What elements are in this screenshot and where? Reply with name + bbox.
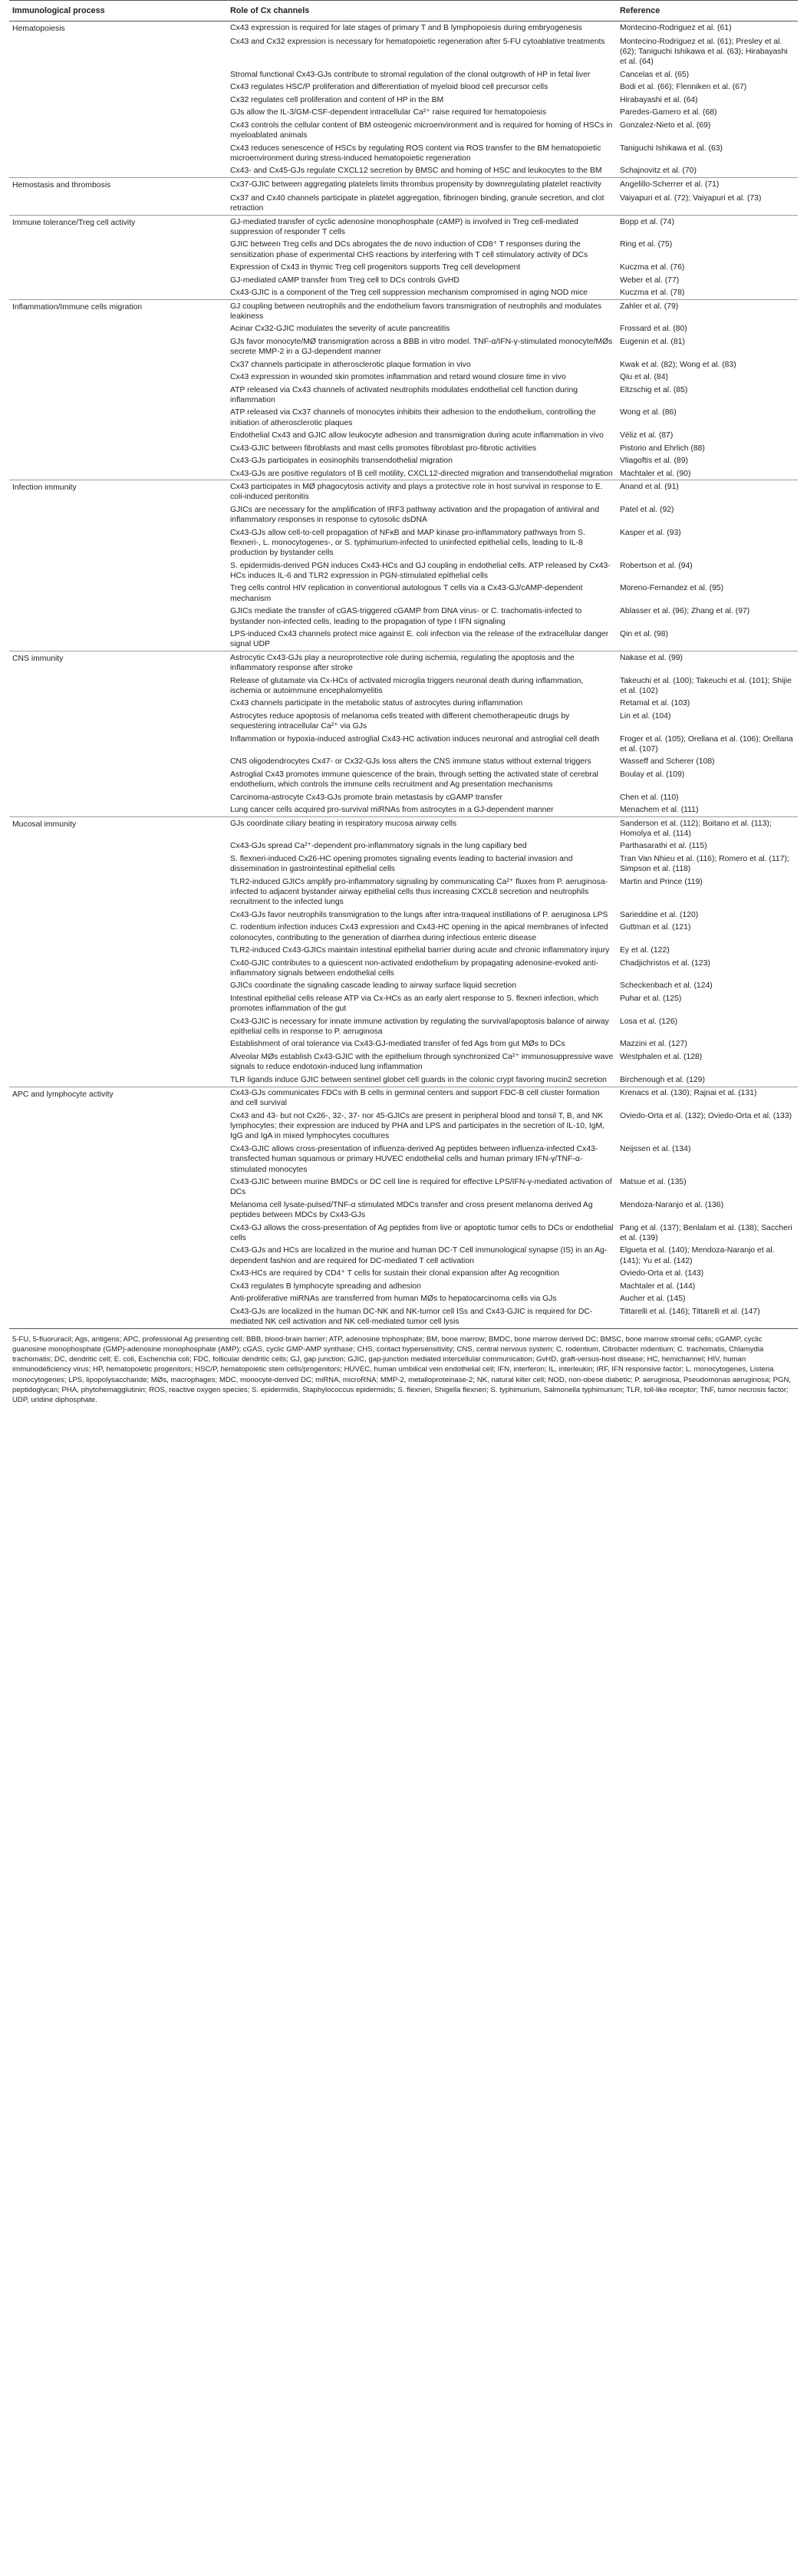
process-cell-empty <box>9 628 227 651</box>
process-cell-empty <box>9 605 227 628</box>
table-row <box>9 261 798 273</box>
process-cell-empty <box>9 1268 227 1280</box>
reference-cell: Kwak et al. (82); Wong et al. (83) <box>620 360 736 369</box>
process-cell: Mucosal immunity <box>9 817 227 840</box>
role-cell: Astrocytes reduce apoptosis of melanoma cells treated with different chemotherapeutic drugs by sequestering intracellular Ca²⁺ via GJs <box>230 711 570 731</box>
table-row <box>9 1245 798 1268</box>
table-row <box>9 1293 798 1305</box>
role-cell: Cx43-GJIC between fibroblasts and mast cells promotes fibroblast pro-fibrotic activities <box>230 444 537 453</box>
role-cell: Cx43 expression in wounded skin promotes inflammation and retard wound closure time in vivo <box>230 373 566 382</box>
process-cell-empty <box>9 119 227 142</box>
reference-cell: Matsue et al. (135) <box>620 1178 687 1187</box>
table-row <box>9 628 798 651</box>
reference-cell: Tran Van Nhieu et al. (116); Romero et al. (117); Simpson et al. (118) <box>620 854 789 874</box>
reference-cell: Ring et al. (75) <box>620 240 673 249</box>
process-cell-empty <box>9 1143 227 1176</box>
role-cell: TLR2-induced GJICs amplify pro-inflammatory signaling by communicating Ca²⁺ fluxes from P. aeruginosa-infected to adjacent bystander airway epithelial cells thus increasing CXCL8 secretion and neutrophils recruitment to the infected lungs <box>230 877 608 907</box>
reference-cell: Wong et al. (86) <box>620 408 677 417</box>
process-cell: Hematopoiesis <box>12 25 65 34</box>
reference-cell: Nakase et al. (99) <box>617 651 798 675</box>
table-row <box>9 853 798 876</box>
reference-cell: Oviedo-Orta et al. (143) <box>620 1269 704 1278</box>
process-cell-empty <box>9 710 227 733</box>
reference-cell: Bopp et al. (74) <box>617 215 798 238</box>
reference-cell: Machtaler et al. (90) <box>620 469 691 478</box>
process-cell-empty <box>9 559 227 582</box>
role-cell: Cx43 regulates B lymphocyte spreading and adhesion <box>230 1281 421 1291</box>
role-cell: GJICs mediate the transfer of cGAS-triggered cGAMP from DNA virus- or C. trachomatis-infected to bystander non-infected cells, leading to the propagation of type I IFN signaling <box>230 607 582 626</box>
table-row <box>9 710 798 733</box>
table-row <box>9 1051 798 1074</box>
table-row <box>9 1087 798 1110</box>
reference-cell: Martin and Prince (119) <box>620 877 703 886</box>
process-cell-empty <box>9 980 227 992</box>
table-row <box>9 299 798 322</box>
table-row <box>9 119 798 142</box>
table-row <box>9 21 798 35</box>
role-cell: Cx43-GJs and HCs are localized in the murine and human DC-T Cell immunological synapse (IS) in an Ag-dependent fashion and are required for DC-mediated T cell activation <box>230 1246 608 1265</box>
table-row <box>9 1015 798 1038</box>
role-cell: Intestinal epithelial cells release ATP via Cx-HCs as an early alert response to S. flexneri infection, which promotes inflammation of the gut <box>230 994 599 1014</box>
role-cell: Treg cells control HIV replication in conventional autologous T cells via a Cx43-GJ/cAMP-dependent mechanism <box>230 584 583 603</box>
role-cell: S. epidermidis-derived PGN induces Cx43-HCs and GJ coupling in endothelial cells. ATP released by Cx43-HCs induces IL-6 and TLR2 expression in PGN-stimulated epithelial cells <box>230 561 611 580</box>
process-cell-empty <box>9 733 227 756</box>
reference-cell: Montecino-Rodriguez et al. (61); Presley et al. (62); Taniguchi Ishikawa et al. (63); Hirabayashi et al. (64) <box>620 37 788 67</box>
process-cell-empty <box>9 107 227 119</box>
table-row <box>9 944 798 956</box>
table-row <box>9 1143 798 1176</box>
process-cell-empty <box>9 582 227 605</box>
process-cell-empty <box>9 442 227 454</box>
table-row <box>9 1074 798 1087</box>
role-cell: GJICs are necessary for the amplification of IRF3 pathway activation and the propagation of antiviral and inflammatory responses in response to cytosolic dsDNA <box>230 505 600 525</box>
reference-cell: Kuczma et al. (76) <box>620 263 685 272</box>
process-cell-empty <box>9 142 227 165</box>
process-cell-empty <box>9 756 227 768</box>
role-cell: Cx43-GJs are positive regulators of B cell motility, CXCL12-directed migration and transendothelial migration <box>230 469 613 478</box>
process-cell-empty <box>9 1280 227 1292</box>
role-cell: Cx43-GJs communicates FDCs with B cells in germinal centers and support FDC-B cell cluster formation and cell survival <box>227 1087 617 1110</box>
process-cell-empty <box>9 992 227 1015</box>
role-cell: Cx43-GJs favor neutrophils transmigration to the lungs after intra-traqueal instillations of P. aeruginosa LPS <box>230 910 608 919</box>
role-cell: Cx40-GJIC contributes to a quiescent non-activated endothelium by propagating adenosine-evoked anti-inflammatory signals between endothelial cells <box>230 958 598 978</box>
table-row <box>9 804 798 817</box>
role-cell: GJ-mediated transfer of cyclic adenosine monophosphate (cAMP) is involved in Treg cell-mediated suppression of responder T cells <box>227 215 617 238</box>
reference-cell: Takeuchi et al. (100); Takeuchi et al. (101); Shijie et al. (102) <box>620 676 792 695</box>
role-cell: TLR2-induced Cx43-GJICs maintain intestinal epithelial barrier during acute and chronic inflammatory injury <box>230 946 610 955</box>
process-cell-empty <box>9 94 227 106</box>
role-cell: Melanoma cell lysate-pulsed/TNF-α stimulated MDCs transfer and cross present melanoma derived Ag peptides between MDCs by Cx43-GJs <box>230 1200 593 1220</box>
table-row <box>9 454 798 467</box>
table-row <box>9 335 798 358</box>
reference-cell: Tittarelli et al. (146); Tittarelli et al. (147) <box>617 1305 798 1328</box>
process-cell: Hemostasis and thrombosis <box>9 178 227 192</box>
table-row <box>9 1176 798 1199</box>
role-cell: GJs favor monocyte/MØ transmigration across a BBB in vitro model. TNF-α/IFN-γ-stimulated monocyte/MØs secrete MMP-2 in a GJ-dependent manner <box>230 337 613 357</box>
role-cell: Release of glutamate via Cx-HCs of activated microglia triggers neuronal death during inflammation, ischemia or autoimmune encephalomyelitis <box>230 676 584 695</box>
table-row <box>9 957 798 980</box>
process-cell-empty <box>9 922 227 945</box>
reference-cell: Ablasser et al. (96); Zhang et al. (97) <box>620 607 750 616</box>
reference-cell: Chen et al. (110) <box>620 793 679 802</box>
role-cell: GJICs coordinate the signaling cascade leading to airway surface liquid secretion <box>230 981 517 991</box>
table-row <box>9 922 798 945</box>
role-cell: Cx37 channels participate in atherosclerotic plaque formation in vivo <box>230 360 471 369</box>
reference-cell: Sanderson et al. (112); Boitano et al. (113); Homolya et al. (114) <box>617 817 798 840</box>
process-cell-empty <box>9 909 227 921</box>
table-row <box>9 371 798 383</box>
process-cell-empty <box>9 804 227 817</box>
role-cell: Cx43-HCs are required by CD4⁺ T cells for sustain their clonal expansion after Ag recognition <box>230 1269 560 1278</box>
reference-cell: Anand et al. (91) <box>617 480 798 503</box>
role-cell: S. flexneri-induced Cx26-HC opening promotes signaling events leading to bacterial invasion and dissemination in gastrointestinal epithelial cells <box>230 854 573 874</box>
role-cell: TLR ligands induce GJIC between sentinel globet cell guards in the colonic crypt favoring mucin2 secretion <box>230 1075 607 1084</box>
table-row <box>9 582 798 605</box>
role-cell: Acinar Cx32-GJIC modulates the severity of acute pancreatitis <box>230 325 450 334</box>
process-cell-empty <box>9 81 227 94</box>
role-cell: Cx43-GJs spread Ca²⁺-dependent pro-inflammatory signals in the lung capillary bed <box>230 842 527 851</box>
reference-cell: Krenacs et al. (130); Rajnai et al. (131) <box>617 1087 798 1110</box>
role-cell: GJ-mediated cAMP transfer from Treg cell to DCs controls GvHD <box>230 275 459 285</box>
process-cell-empty <box>9 675 227 698</box>
table-row <box>9 1305 798 1328</box>
table-row <box>9 165 798 178</box>
process-cell-empty <box>9 286 227 299</box>
process-cell: Inflammation/Immune cells migration <box>9 299 227 322</box>
role-cell: LPS-induced Cx43 channels protect mice against E. coli infection via the release of the extracellular danger signal UDP <box>230 630 609 649</box>
process-cell: Immune tolerance/Treg cell activity <box>9 215 227 238</box>
role-cell: GJs coordinate ciliary beating in respiratory mucosa airway cells <box>227 817 617 840</box>
process-cell-empty <box>9 1245 227 1268</box>
reference-cell: Eltzschig et al. (85) <box>620 385 688 394</box>
role-cell: Lung cancer cells acquired pro-survival miRNAs from astrocytes in a GJ-dependent manner <box>230 806 554 815</box>
role-cell: Cx43-GJIC is a component of the Treg cell suppression mechanism compromised in aging NOD mice <box>230 289 588 298</box>
table-body <box>9 21 798 1329</box>
role-cell: Cx43 channels participate in the metabolic status of astrocytes during inflammation <box>230 699 523 708</box>
reference-cell: Paredes-Gamero et al. (68) <box>620 108 717 117</box>
role-cell: Inflammation or hypoxia-induced astroglial Cx43-HC activation induces neuronal and astroglial cell death <box>230 734 600 744</box>
reference-cell: Wasseff and Scherer (108) <box>620 757 715 767</box>
table-row <box>9 407 798 430</box>
role-cell: Stromal functional Cx43-GJs contribute to stromal regulation of the clonal outgrowth of HP in fetal liver <box>230 70 591 79</box>
reference-cell: Taniguchi Ishikawa et al. (63) <box>620 143 723 153</box>
process-cell-empty <box>9 526 227 559</box>
process-cell-empty <box>9 853 227 876</box>
reference-cell: Scheckenbach et al. (124) <box>620 981 713 991</box>
reference-cell: Guttman et al. (121) <box>620 923 691 932</box>
process-cell-empty <box>9 698 227 710</box>
reference-cell: Menachem et al. (111) <box>620 806 699 815</box>
table-row <box>9 605 798 628</box>
role-cell: Expression of Cx43 in thymic Treg cell progenitors supports Treg cell development <box>230 263 521 272</box>
reference-cell: Patel et al. (92) <box>620 505 674 514</box>
reference-cell: Schajnovitz et al. (70) <box>620 167 697 176</box>
process-cell-empty <box>9 261 227 273</box>
reference-cell: Ey et al. (122) <box>620 946 670 955</box>
process-cell-empty <box>9 165 227 178</box>
reference-cell: Pang et al. (137); Benlalam et al. (138); Saccheri et al. (139) <box>620 1223 792 1242</box>
reference-cell: Zahler et al. (79) <box>617 299 798 322</box>
table-row <box>9 1110 798 1143</box>
connexin-immunity-table <box>9 0 798 1329</box>
process-cell-empty <box>9 323 227 335</box>
process-cell-empty <box>9 35 227 68</box>
role-cell: ATP released via Cx43 channels of activated neutrophils modulates endothelial cell function during inflammation <box>230 385 578 404</box>
role-cell: Cx43-GJs are localized in the human DC-NK and NK-tumor cell ISs and Cx43-GJIC is required for DC-mediated NK cell activation and NK cell-mediated tumor cell lysis <box>227 1305 617 1328</box>
table-row <box>9 651 798 675</box>
table-row <box>9 142 798 165</box>
reference-cell: Birchenough et al. (129) <box>620 1075 705 1084</box>
table-row <box>9 442 798 454</box>
role-cell: Cx43-GJ allows the cross-presentation of Ag peptides from live or apoptotic tumor cells to DCs or endothelial cells <box>230 1223 614 1242</box>
reference-cell: Oviedo-Orta et al. (132); Oviedo-Orta et al. (133) <box>620 1111 792 1120</box>
table-row <box>9 274 798 286</box>
process-cell-empty <box>9 384 227 407</box>
reference-cell: Véliz et al. (87) <box>620 431 674 440</box>
role-cell: Cx43 controls the cellular content of BM osteogenic microenvironment and is required for homing of HSCs in myeloablated animals <box>230 120 613 140</box>
role-cell: Cx32 regulates cell proliferation and content of HP in the BM <box>230 95 444 104</box>
role-cell: Cx43-GJs participates in eosinophils transendothelial migration <box>230 457 453 466</box>
table-row <box>9 503 798 526</box>
reference-cell: Hirabayashi et al. (64) <box>620 95 698 104</box>
reference-cell: Retamal et al. (103) <box>620 699 690 708</box>
table-row <box>9 526 798 559</box>
reference-cell: Qiu et al. (84) <box>620 373 668 382</box>
process-cell-empty <box>9 944 227 956</box>
table-row <box>9 323 798 335</box>
process-cell-empty <box>9 1305 227 1328</box>
table-row <box>9 1199 798 1222</box>
table-row <box>9 1280 798 1292</box>
table-row <box>9 178 798 192</box>
table-row <box>9 1038 798 1051</box>
table-row <box>9 1268 798 1280</box>
table-row <box>9 107 798 119</box>
role-cell: Cx43 expression is required for late stages of primary T and B lymphopoiesis during embryogenesis <box>230 23 582 32</box>
reference-cell: Losa et al. (126) <box>620 1017 678 1026</box>
table-row <box>9 559 798 582</box>
table-row <box>9 791 798 803</box>
reference-cell: Neijssen et al. (134) <box>620 1144 691 1153</box>
process-cell-empty <box>9 1110 227 1143</box>
role-cell: Cx43-GJIC between murine BMDCs or DC cell line is required for effective LPS/IFN-γ-mediated activation of DCs <box>230 1178 612 1197</box>
reference-cell: Vaiyapuri et al. (72); Vaiyapuri et al. (73) <box>620 193 762 203</box>
process-cell-empty <box>9 430 227 442</box>
role-cell: Alveolar MØs establish Cx43-GJIC with the epithelium through synchronized Ca²⁺ immunosuppressive wave signals to reduce endotoxin-induced lung inflammation <box>230 1052 614 1072</box>
table-row <box>9 980 798 992</box>
reference-cell: Lin et al. (104) <box>620 711 671 721</box>
role-cell: Carcinoma-astrocyte Cx43-GJs promote brain metastasis by cGAMP transfer <box>230 793 502 802</box>
process-cell-empty <box>9 467 227 480</box>
table-row <box>9 94 798 106</box>
reference-cell: Gonzalez-Nieto et al. (69) <box>620 120 711 130</box>
process-cell-empty <box>9 335 227 358</box>
process-cell-empty <box>9 876 227 909</box>
table-footnote: 5-FU, 5-fluoruracil; Ags, antigens; APC, professional Ag presenting cell; BBB, blood-brain barrier; ATP, adenosine triphosphate; BM, bone marrow; BMDC, bone marrow derived DC; BMSC, bone marrow stromal cells; cGAMP, cyclic guanosine monophosphate (GMP)-adenosine monophosphate (AMP); cGAS, cyclic GMP-AMP synthase; CHS, contact hypersensitivity; CNS, central nervous system; C. rodentium, Citrobacter rodentium; C. trachomatis, Chlamydia trachomatis; DC, dendritic cell; E. coli, Escherichia coli; FDC, follicular dendritic cells; GJ, gap junction; GJIC, gap-junction mediated intercellular communication; GvHD, graft-versus-host disease; HC, hemichannel; HIV, human immunodeficiency virus; HP, hematopoietic progenitors; HSC/P, hematopoietic stem cells/progenitors; HUVEC, human umbilical vein endothelial cell; IFN, interferon; IL, interleukin; IRF, IFN responsive factor; L. monocytogenes, Listeria monocytogenes; LPS, lipopolysaccharide; MØs, macrophages; MDC, monocyte-derived DC; miRNA, microRNA; MMP-2, metalloproteinase-2; NK, natural killer cell; NOD, non-obese diabetic; P. aeruginosa, Pseudomonas aeruginosa; PGN, peptidoglycan; PHA, phytohemagglutinin; ROS, reactive oxygen species; S. epidermidis, Staphylococcus epidermidis; S. flexneri, Shigella flexneri; S. typhimurium, Salmonella typhimurium; TLR, toll-like receptor; TNF, tumor necrosis factor; UDP, uridine diphosphate. <box>12 1334 792 1405</box>
header-immunological-process: Immunological process <box>9 1 227 21</box>
process-cell-empty <box>9 1199 227 1222</box>
process-cell: APC and lymphocyte activity <box>9 1087 227 1110</box>
process-cell-empty <box>9 1222 227 1245</box>
header-role-of-cx-channels: Role of Cx channels <box>227 1 617 21</box>
table-row <box>9 81 798 94</box>
role-cell: Cx43-GJIC is necessary for innate immune activation by regulating the survival/apoptosis balance of airway epithelial cells in response to P. aeruginosa <box>230 1017 609 1036</box>
table-row <box>9 286 798 299</box>
reference-cell: Elgueta et al. (140); Mendoza-Naranjo et al. (141); Yu et al. (142) <box>620 1246 775 1265</box>
process-cell-empty <box>9 791 227 803</box>
process-cell-empty <box>9 1015 227 1038</box>
role-cell: GJs allow the IL-3/GM-CSF-dependent intracellular Ca²⁺ raise required for hematopoiesis <box>230 108 547 117</box>
table-row <box>9 480 798 503</box>
reference-cell: Montecino-Rodriguez et al. (61) <box>620 23 732 32</box>
process-cell-empty <box>9 840 227 853</box>
table-row <box>9 817 798 840</box>
role-cell: GJIC between Treg cells and DCs abrogates the de novo induction of CD8⁺ T responses during the sensitization phase of experimental CHS reactions by interfering with T cell stimulatory activity of DCs <box>230 240 588 259</box>
table-row <box>9 675 798 698</box>
role-cell: Cx43 regulates HSC/P proliferation and differentiation of myeloid blood cell precursor cells <box>230 83 548 92</box>
process-cell-empty <box>9 503 227 526</box>
table-row <box>9 192 798 215</box>
role-cell: Cx43 and 43- but not Cx26-, 32-, 37- nor 45-GJICs are present in peripheral blood and tonsil T, B, and NK lymphocytes; their expression are induced by PHA and LPS and participates in the secretion of IL-10, IgM, IgG and IgA in mixed lymphocytes cocultures <box>230 1111 605 1141</box>
role-cell: Cx37 and Cx40 channels participate in platelet aggregation, fibrinogen binding, granule secretion, and clot retraction <box>230 193 604 213</box>
process-cell-empty <box>9 1051 227 1074</box>
role-cell: Astroglial Cx43 promotes immune quiescence of the brain, through setting the activated state of cerebral endothelium, which controls the immune cells recruitment and Ag presentation mechanisms <box>230 770 598 790</box>
reference-cell: Mendoza-Naranjo et al. (136) <box>620 1200 724 1209</box>
table-row <box>9 35 798 68</box>
table-row <box>9 68 798 81</box>
reference-cell: Froger et al. (105); Orellana et al. (106); Orellana et al. (107) <box>620 734 793 754</box>
process-cell-empty <box>9 274 227 286</box>
process-cell-empty <box>9 1074 227 1087</box>
reference-cell: Angelillo-Scherrer et al. (71) <box>617 178 798 192</box>
reference-cell: Kuczma et al. (78) <box>620 289 685 298</box>
reference-cell: Mazzini et al. (127) <box>620 1040 687 1049</box>
process-cell-empty <box>9 1293 227 1305</box>
reference-cell: Moreno-Fernandez et al. (95) <box>620 584 724 593</box>
role-cell: Cx43 participates in MØ phagocytosis activity and plays a protective role in host survival in response to E. coli-induced peritonitis <box>227 480 617 503</box>
process-cell-empty <box>9 957 227 980</box>
process-cell-empty <box>9 192 227 215</box>
reference-cell: Eugenin et al. (81) <box>620 337 685 346</box>
reference-cell: Parthasarathi et al. (115) <box>620 842 707 851</box>
reference-cell: Weber et al. (77) <box>620 275 680 285</box>
reference-cell: Vliagoftis et al. (89) <box>620 457 688 466</box>
table-row <box>9 430 798 442</box>
table-row <box>9 876 798 909</box>
role-cell: Cx43-GJIC allows cross-presentation of influenza-derived Ag peptides between influenza-infected Cx43-transfected human squamous or primary HUVEC endothelial cells and human primary IFN-γ/TNF-α-stimulated monocytes <box>230 1144 598 1174</box>
table-row <box>9 756 798 768</box>
process-cell-empty <box>9 358 227 371</box>
process-cell-empty <box>9 768 227 791</box>
process-cell-empty <box>9 239 227 262</box>
process-cell-empty <box>9 1038 227 1051</box>
role-cell: Cx43 and Cx32 expression is necessary for hematopoietic regeneration after 5-FU cytoablative treatments <box>230 37 605 46</box>
reference-cell: Westphalen et al. (128) <box>620 1052 703 1061</box>
reference-cell: Puhar et al. (125) <box>620 994 682 1003</box>
table-row <box>9 698 798 710</box>
table-row <box>9 384 798 407</box>
reference-cell: Chadjichristos et al. (123) <box>620 958 710 968</box>
process-cell: Infection immunity <box>9 480 227 503</box>
role-cell: Establishment of oral tolerance via Cx43-GJ-mediated transfer of fed Ags from gut MØs to DCs <box>230 1040 565 1049</box>
role-cell: Cx43-GJs allow cell-to-cell propagation of NFκB and MAP kinase pro-inflammatory pathways from S. flexneri-, L. monocytogenes-, or S. typhimurium-infected to uninfected epithelial cells, leading to IL-8 production by bystander cells <box>230 528 585 558</box>
reference-cell: Boulay et al. (109) <box>620 770 685 779</box>
reference-cell: Bodi et al. (66); Flenniken et al. (67) <box>620 83 747 92</box>
reference-cell: Sarieddine et al. (120) <box>620 910 699 919</box>
reference-cell: Qin et al. (98) <box>620 630 668 639</box>
table-row <box>9 239 798 262</box>
process-cell-empty <box>9 407 227 430</box>
header-reference: Reference <box>617 1 798 21</box>
process-cell-empty <box>9 454 227 467</box>
role-cell: GJ coupling between neutrophils and the endothelium favors transmigration of neutrophils and modulates leakiness <box>227 299 617 322</box>
table-row <box>9 909 798 921</box>
table-row <box>9 215 798 238</box>
process-cell-empty <box>9 1176 227 1199</box>
role-cell: Astrocytic Cx43-GJs play a neuroprotective role during ischemia, regulating the apoptosis and the inflammatory response after stroke <box>227 651 617 675</box>
reference-cell: Aucher et al. (145) <box>620 1295 686 1304</box>
reference-cell: Kasper et al. (93) <box>620 528 681 537</box>
process-cell-empty <box>9 371 227 383</box>
reference-cell: Machtaler et al. (144) <box>620 1281 696 1291</box>
table-row <box>9 992 798 1015</box>
role-cell: Anti-proliferative miRNAs are transferred from human MØs to hepatocarcinoma cells via GJs <box>230 1295 557 1304</box>
table-row <box>9 467 798 480</box>
role-cell: C. rodentium infection induces Cx43 expression and Cx43-HC opening in the apical membranes of infected colonocytes, contributing to the generation of diarrhea during infectious enteric disease <box>230 923 608 942</box>
table-row <box>9 733 798 756</box>
table-row <box>9 840 798 853</box>
table-header <box>9 1 798 21</box>
role-cell: Cx37-GJIC between aggregating platelets limits thrombus propensity by downregulating platelet reactivity <box>227 178 617 192</box>
role-cell: Endothelial Cx43 and GJIC allow leukocyte adhesion and transmigration during acute inflammation in vivo <box>230 431 604 440</box>
role-cell: CNS oligodendrocytes Cx47- or Cx32-GJs loss alters the CNS immune status without external triggers <box>230 757 591 767</box>
process-cell: CNS immunity <box>9 651 227 675</box>
process-cell-empty <box>9 68 227 81</box>
reference-cell: Frossard et al. (80) <box>620 325 687 334</box>
reference-cell: Cancelas et al. (65) <box>620 70 690 79</box>
role-cell: Cx43 reduces senescence of HSCs by regulating ROS content via ROS transfer to the BM hematopoietic microenvironment during stress-induced hematopoietic regeneration <box>230 143 601 163</box>
reference-cell: Pistorio and Ehrlich (88) <box>620 444 705 453</box>
table-row <box>9 768 798 791</box>
role-cell: ATP released via Cx37 channels of monocytes inhibits their adhesion to the endothelium, controlling the initiation of atherosclerotic plaques <box>230 408 596 427</box>
table-row <box>9 358 798 371</box>
table-row <box>9 1222 798 1245</box>
role-cell: Cx43- and Cx45-GJs regulate CXCL12 secretion by BMSC and homing of HSC and leukocytes to the BM <box>230 167 602 176</box>
reference-cell: Robertson et al. (94) <box>620 561 693 570</box>
